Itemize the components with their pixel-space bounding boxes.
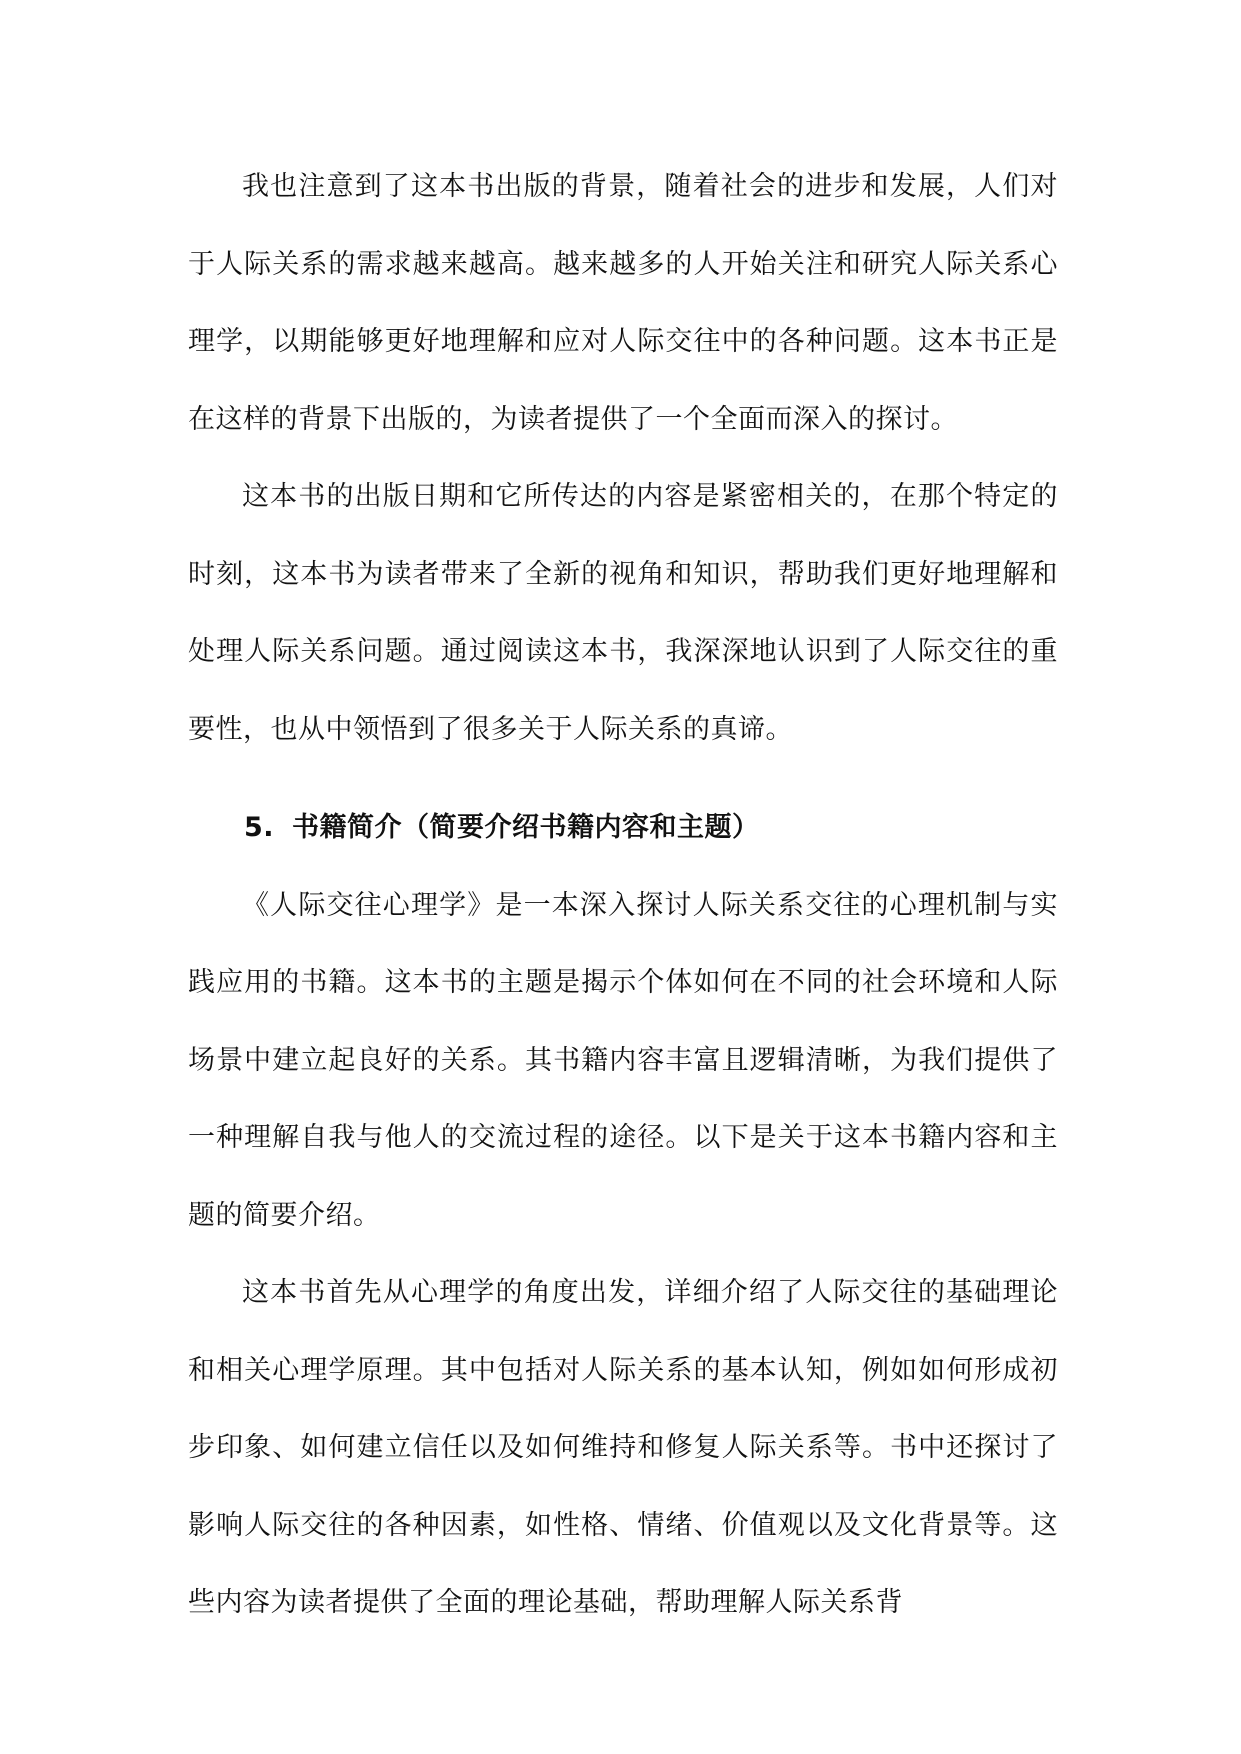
paragraph-book-intro: 《人际交往心理学》是一本深入探讨人际关系交往的心理机制与实践应用的书籍。这本书的主题是揭示个体如何在不同的社会环境和人际场景中建立起良好的关系。其书籍内容丰富且逻辑清晰，为我们提供了一种理解自我与他人的交流过程的途径。以下是关于这本书籍内容和主题的简要介绍。 xyxy=(188,889,1058,1231)
paragraph-book-theory: 这本书首先从心理学的角度出发，详细介绍了人际交往的基础理论和相关心理学原理。其中包括对人际关系的基本认知，例如如何形成初步印象、如何建立信任以及如何维持和修复人际关系等。书中还探讨了影响人际交往的各种因素，如性格、情绪、价值观以及文化背景等。这些内容为读者提供了全面的理论基础，帮助理解人际关系背 xyxy=(188,1277,1058,1618)
section-heading xyxy=(188,789,1058,867)
paragraph-publication-background: 我也注意到了这本书出版的背景，随着社会的进步和发展，人们对于人际关系的需求越来越高。越来越多的人开始关注和研究人际关系心理学，以期能够更好地理解和应对人际交往中的各种问题。这本书正是在这样的背景下出版的，为读者提供了一个全面而深入的探讨。 xyxy=(188,171,1058,435)
document-body xyxy=(188,148,1058,1642)
paragraph-publication-date: 这本书的出版日期和它所传达的内容是紧密相关的，在那个特定的时刻，这本书为读者带来了全新的视角和知识，帮助我们更好地理解和处理人际关系问题。通过阅读这本书，我深深地认识到了人际交往的重要性，也从中领悟到了很多关于人际关系的真谛。 xyxy=(188,481,1058,745)
section-title: 书籍简介（简要介绍书籍内容和主题） xyxy=(292,812,760,843)
section-number: 5. xyxy=(244,812,275,843)
